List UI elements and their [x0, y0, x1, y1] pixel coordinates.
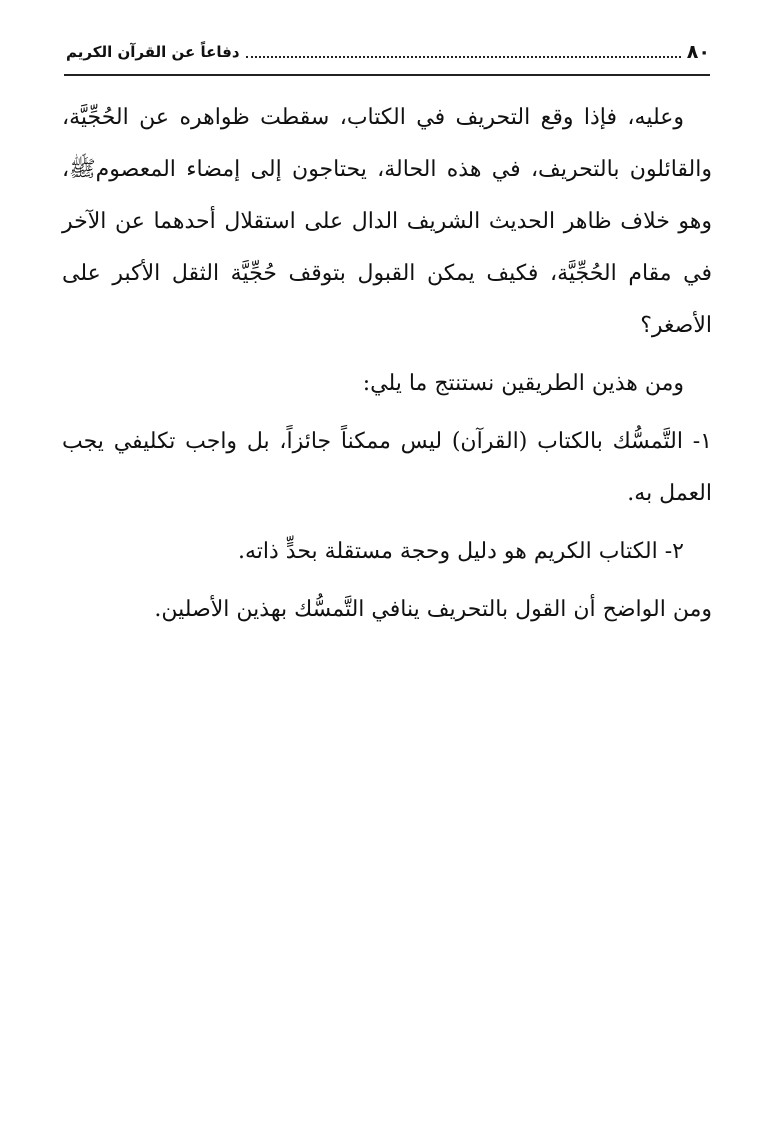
paragraph: ومن هذين الطريقين نستنتج ما يلي: [362, 371, 684, 396]
list-item: ٢- الكتاب الكريم هو دليل وحجة مستقلة بحدٍّ ذاته. [237, 539, 684, 564]
running-title: دفاعاً عن القرآن الكريم [66, 43, 240, 61]
page-number: ٨٠ [686, 41, 710, 63]
paragraph: ومن الواضح أن القول بالتحريف ينافي التَّمسُّك بهذين الأصلين. [154, 597, 712, 622]
page-header [66, 34, 710, 70]
list-item: ١- التَّمسُّك بالكتاب (القرآن) ليس ممكناً جائزاً، بل واجب تكليفي يجب العمل به. [62, 429, 712, 506]
header-dotted-leader [246, 56, 681, 58]
paragraph: وعليه، فإذا وقع التحريف في الكتاب، سقطت ظواهره عن الحُجِّيَّة، والقائلون بالتحريف، في هذه الحالة، يحتاجون إلى إمضاء المعصومﷺ، وهو خلاف ظاهر الحديث الشريف الدال على استقلال أحدهما عن الآخر في مقام الحُجِّيَّة، فكيف يمكن القبول بتوقف حُجِّيَّة الثقل الأكبر على الأصغر؟ [62, 105, 712, 338]
header-rule [64, 74, 710, 76]
body-text [62, 92, 712, 642]
